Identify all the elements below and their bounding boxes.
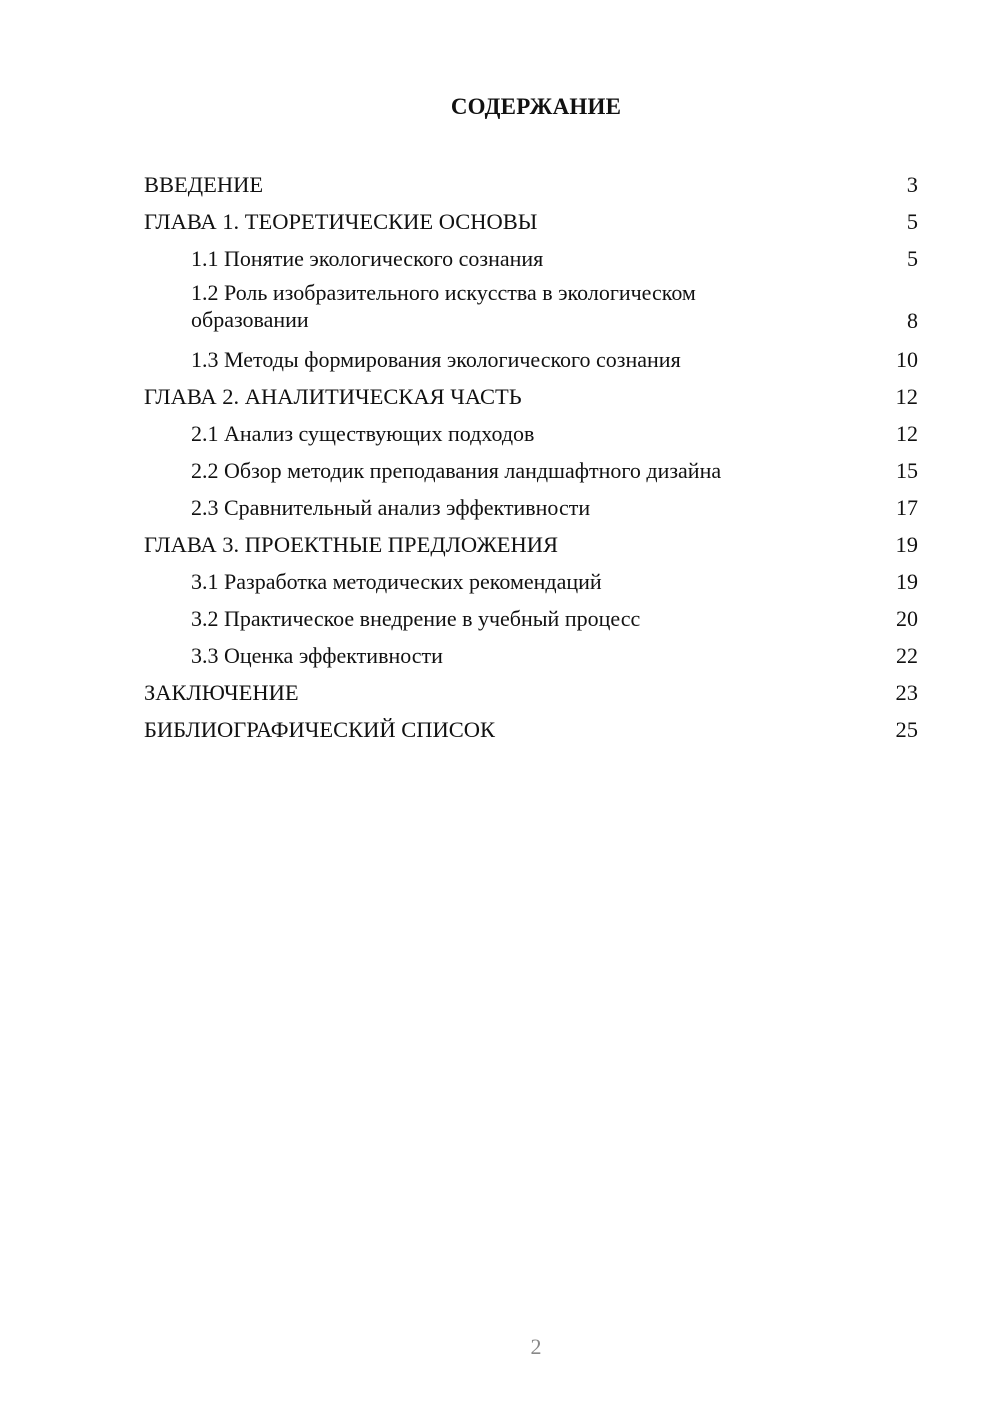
toc-entry-section-3-2[interactable] bbox=[144, 602, 918, 639]
toc-entry-section-3-3[interactable] bbox=[144, 639, 918, 676]
toc-entry-label: ЗАКЛЮЧЕНИЕ bbox=[144, 680, 299, 705]
toc-entry-label: 3.3 Оценка эффективности bbox=[191, 643, 443, 668]
toc-entry-label: ГЛАВА 2. АНАЛИТИЧЕСКАЯ ЧАСТЬ bbox=[144, 384, 522, 409]
toc-entry-section-2-1[interactable] bbox=[144, 417, 918, 454]
toc-entry-label: БИБЛИОГРАФИЧЕСКИЙ СПИСОК bbox=[144, 717, 496, 742]
toc-entry-page: 12 bbox=[895, 384, 918, 409]
toc-entry-label: 1.2 Роль изобразительного искусства в экологическом образовании bbox=[191, 280, 696, 332]
toc-entry-label: 1.1 Понятие экологического сознания bbox=[191, 246, 544, 271]
toc-entry-page: 23 bbox=[895, 680, 918, 705]
toc-entry-chapter-2[interactable] bbox=[144, 380, 918, 417]
table-of-contents bbox=[144, 168, 918, 750]
toc-entry-page: 5 bbox=[906, 209, 918, 234]
toc-entry-page: 15 bbox=[896, 458, 918, 483]
toc-entry-label: ГЛАВА 3. ПРОЕКТНЫЕ ПРЕДЛОЖЕНИЯ bbox=[144, 532, 559, 557]
toc-entry-page: 3 bbox=[906, 172, 918, 197]
toc-entry-page: 8 bbox=[907, 308, 918, 333]
toc-entry-label: 3.1 Разработка методических рекомендаций bbox=[191, 569, 602, 594]
toc-entry-page: 17 bbox=[896, 495, 918, 520]
toc-entry-page: 22 bbox=[896, 643, 918, 668]
toc-entry-label: 2.1 Анализ существующих подходов bbox=[191, 421, 535, 446]
toc-entry-section-1-1[interactable] bbox=[144, 242, 918, 279]
toc-entry-section-2-2[interactable] bbox=[144, 454, 918, 491]
toc-entry-label: 3.2 Практическое внедрение в учебный процесс bbox=[191, 606, 641, 631]
toc-entry-page: 5 bbox=[907, 246, 918, 271]
toc-entry-page: 20 bbox=[896, 606, 918, 631]
page-title: СОДЕРЖАНИЕ bbox=[450, 94, 622, 119]
toc-entry-section-1-3[interactable] bbox=[144, 343, 918, 380]
toc-entry-label: 1.3 Методы формирования экологического сознания bbox=[191, 347, 681, 372]
toc-entry-section-1-2[interactable] bbox=[144, 279, 918, 343]
toc-entry-page: 19 bbox=[895, 532, 918, 557]
toc-entry-chapter-1[interactable] bbox=[144, 205, 918, 242]
toc-entry-label: 2.3 Сравнительный анализ эффективности bbox=[191, 495, 591, 520]
toc-entry-bibliography[interactable] bbox=[144, 713, 918, 750]
toc-entry-page: 19 bbox=[896, 569, 918, 594]
toc-entry-label: 2.2 Обзор методик преподавания ландшафтного дизайна bbox=[191, 458, 722, 483]
toc-entry-label: ВВЕДЕНИЕ bbox=[144, 172, 264, 197]
toc-entry-page: 12 bbox=[896, 421, 918, 446]
toc-entry-chapter-3[interactable] bbox=[144, 528, 918, 565]
toc-entry-label: ГЛАВА 1. ТЕОРЕТИЧЕСКИЕ ОСНОВЫ bbox=[144, 209, 538, 234]
toc-entry-conclusion[interactable] bbox=[144, 676, 918, 713]
toc-entry-page: 25 bbox=[895, 717, 918, 742]
toc-entry-section-3-1[interactable] bbox=[144, 565, 918, 602]
page-number: 2 bbox=[530, 1334, 542, 1359]
toc-entry-introduction[interactable] bbox=[144, 168, 918, 205]
toc-entry-section-2-3[interactable] bbox=[144, 491, 918, 528]
toc-entry-page: 10 bbox=[896, 347, 918, 372]
